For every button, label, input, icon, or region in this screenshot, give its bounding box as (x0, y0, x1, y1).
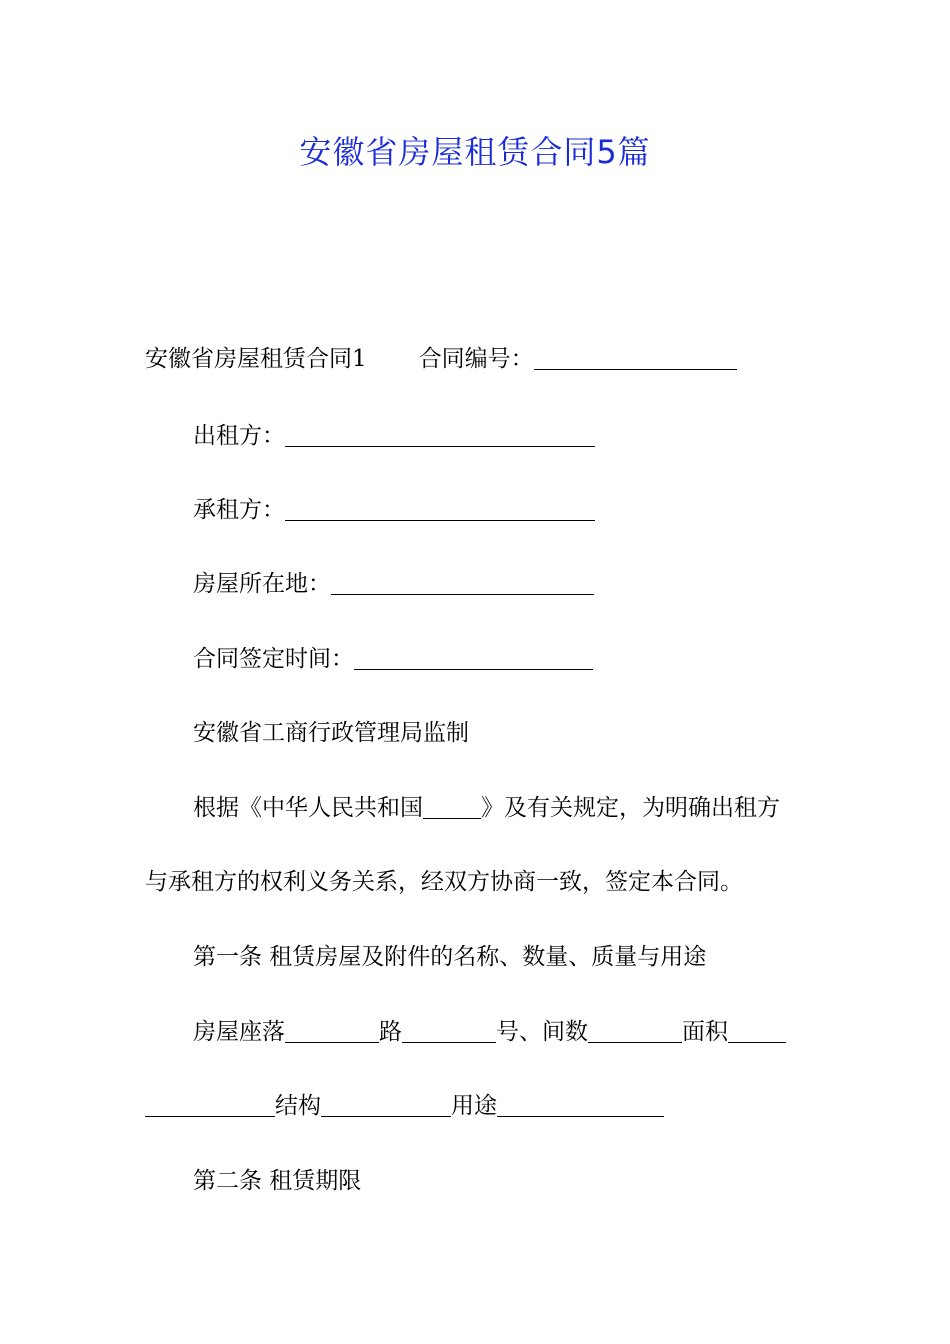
number-rooms-label: 号、间数 (496, 1019, 588, 1045)
lessee-label: 承租方： (193, 497, 285, 523)
house-location-blank (285, 1042, 379, 1043)
article-1-heading: 第一条 租赁房屋及附件的名称、数量、质量与用途 (193, 944, 707, 970)
sign-time-blank (354, 669, 593, 670)
contract-number-blank (534, 369, 737, 370)
structure-blank (321, 1116, 451, 1117)
contract-number-label: 合同编号： (418, 346, 534, 372)
rooms-blank (588, 1042, 682, 1043)
area-blank-continued (145, 1116, 275, 1117)
location-label: 房屋所在地： (193, 571, 331, 597)
document-title: 安徽省房屋租赁合同5篇 (299, 133, 651, 171)
article-2-heading: 第二条 租赁期限 (193, 1168, 362, 1194)
road-blank (402, 1042, 496, 1043)
preamble-line-1 (193, 792, 780, 824)
lessor-label: 出租方： (193, 423, 285, 449)
structure-label: 结构 (275, 1093, 321, 1119)
lessor-line (193, 420, 595, 452)
area-blank (728, 1042, 786, 1043)
supervision-line: 安徽省工商行政管理局监制 (193, 720, 469, 746)
lessee-blank (285, 520, 595, 521)
house-location-label: 房屋座落 (193, 1019, 285, 1045)
location-line (193, 568, 594, 600)
article-1-details-line-2 (145, 1090, 664, 1122)
preamble-part-1: 根据《中华人民共和国 (193, 795, 423, 821)
area-label: 面积 (682, 1019, 728, 1045)
preamble-line-2: 与承租方的权利义务关系，经双方协商一致，签定本合同。 (145, 869, 743, 895)
article-1-details-line-1 (193, 1016, 786, 1048)
usage-blank (497, 1116, 664, 1117)
usage-label: 用途 (451, 1093, 497, 1119)
law-name-blank (423, 818, 481, 819)
preamble-part-2: 》及有关规定，为明确出租方 (481, 795, 780, 821)
sign-time-label: 合同签定时间： (193, 646, 354, 672)
sign-time-line (193, 643, 593, 675)
lessor-blank (285, 446, 595, 447)
road-label: 路 (379, 1019, 402, 1045)
location-blank (331, 594, 594, 595)
contract-name: 安徽省房屋租赁合同1 (145, 346, 367, 372)
lessee-line (193, 494, 595, 526)
contract-header-line (145, 343, 737, 375)
